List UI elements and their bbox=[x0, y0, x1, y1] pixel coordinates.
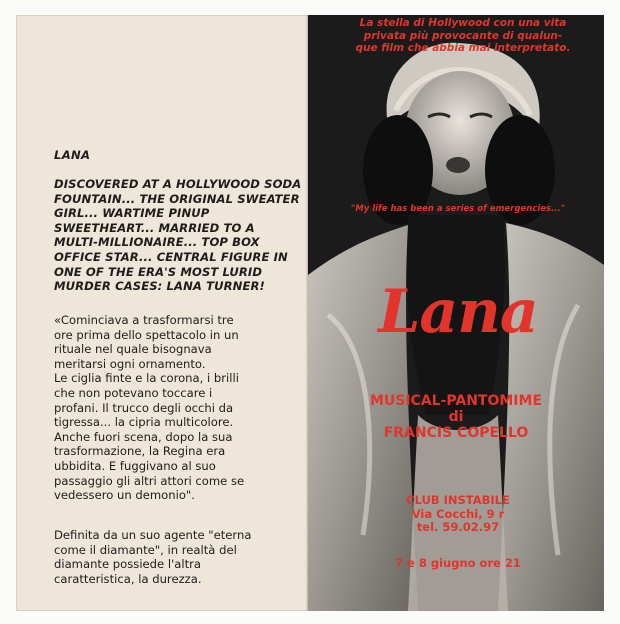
quote-line: meritarsi ogni ornamento. bbox=[54, 356, 206, 371]
quote-line: che non potevano toccare i bbox=[54, 385, 213, 400]
tagline-line: que film che abbia mai interpretato. bbox=[355, 42, 571, 54]
tagline bbox=[328, 17, 598, 55]
discovered-line: ONE OF THE ERA'S MOST LURID bbox=[54, 264, 263, 279]
discovered-line: GIRL... WARTIME PINUP bbox=[54, 206, 210, 221]
definita-line: come il diamante", in realtà del bbox=[54, 542, 237, 557]
discovered-line: OFFICE STAR... CENTRAL FIGURE IN bbox=[54, 249, 288, 264]
quote-line: rituale nel quale bisognava bbox=[54, 342, 212, 357]
venue-info bbox=[368, 494, 548, 535]
quote-line: Le ciglia finte e la corona, i brilli bbox=[54, 371, 239, 386]
show-date: 7 e 8 giugno ore 21 bbox=[395, 556, 521, 570]
quote-line: passaggio gli altri attori come se bbox=[54, 473, 245, 488]
quote-line: ore prima dello spettacolo in un bbox=[54, 327, 239, 342]
show-title: Lana bbox=[378, 277, 538, 347]
subtitle-line: di bbox=[448, 409, 464, 425]
left-panel bbox=[16, 15, 308, 611]
subtitle-line: FRANCIS COPELLO bbox=[383, 425, 529, 441]
discovered-line: DISCOVERED AT A HOLLYWOOD SODA bbox=[54, 177, 302, 191]
quote-line: «Cominciava a trasformarsi tre bbox=[54, 313, 234, 327]
quote-line: trasformazione, la Regina era bbox=[54, 444, 226, 459]
subtitle-line: MUSICAL-PANTOMIME bbox=[369, 393, 543, 409]
venue-name: CLUB INSTABILE bbox=[406, 493, 510, 507]
quote-line: ubbidita. E fuggivano al suo bbox=[54, 458, 216, 473]
discovered-line: SWEETHEART... MARRIED TO A bbox=[54, 220, 255, 235]
tagline-line: privata più provocante di qualun- bbox=[363, 29, 563, 42]
quote-line: vedessero un demonio". bbox=[54, 488, 195, 503]
quote-line: tigressa... la cipria multicolore. bbox=[54, 415, 234, 430]
discovered-line: MULTI-MILLIONAIRE... TOP BOX bbox=[54, 235, 260, 250]
venue-phone: tel. 59.02.97 bbox=[416, 520, 500, 534]
quote-line: profani. Il trucco degli occhi da bbox=[54, 400, 234, 415]
discovered-line: MURDER CASES: LANA TURNER! bbox=[54, 279, 265, 294]
venue-address: Via Cocchi, 9 r bbox=[411, 506, 505, 521]
quote-paragraph bbox=[54, 313, 304, 503]
show-subtitle bbox=[328, 393, 584, 441]
definita-paragraph bbox=[54, 528, 304, 586]
discovered-line: FOUNTAIN... THE ORIGINAL SWEATER bbox=[54, 191, 300, 206]
tagline-line: La stella di Hollywood con una vita bbox=[359, 17, 567, 29]
definita-line: diamante possiede l'altra bbox=[54, 557, 202, 572]
emergencies-quote: "My life has been a series of emergencies..." bbox=[350, 204, 566, 214]
right-panel bbox=[308, 15, 604, 611]
definita-line: Definita da un suo agente "eterna bbox=[54, 528, 252, 542]
left-heading: LANA bbox=[54, 148, 91, 162]
quote-line: Anche fuori scena, dopo la sua bbox=[54, 429, 233, 444]
definita-line: caratteristica, la durezza. bbox=[54, 571, 202, 586]
discovered-paragraph bbox=[54, 177, 304, 294]
